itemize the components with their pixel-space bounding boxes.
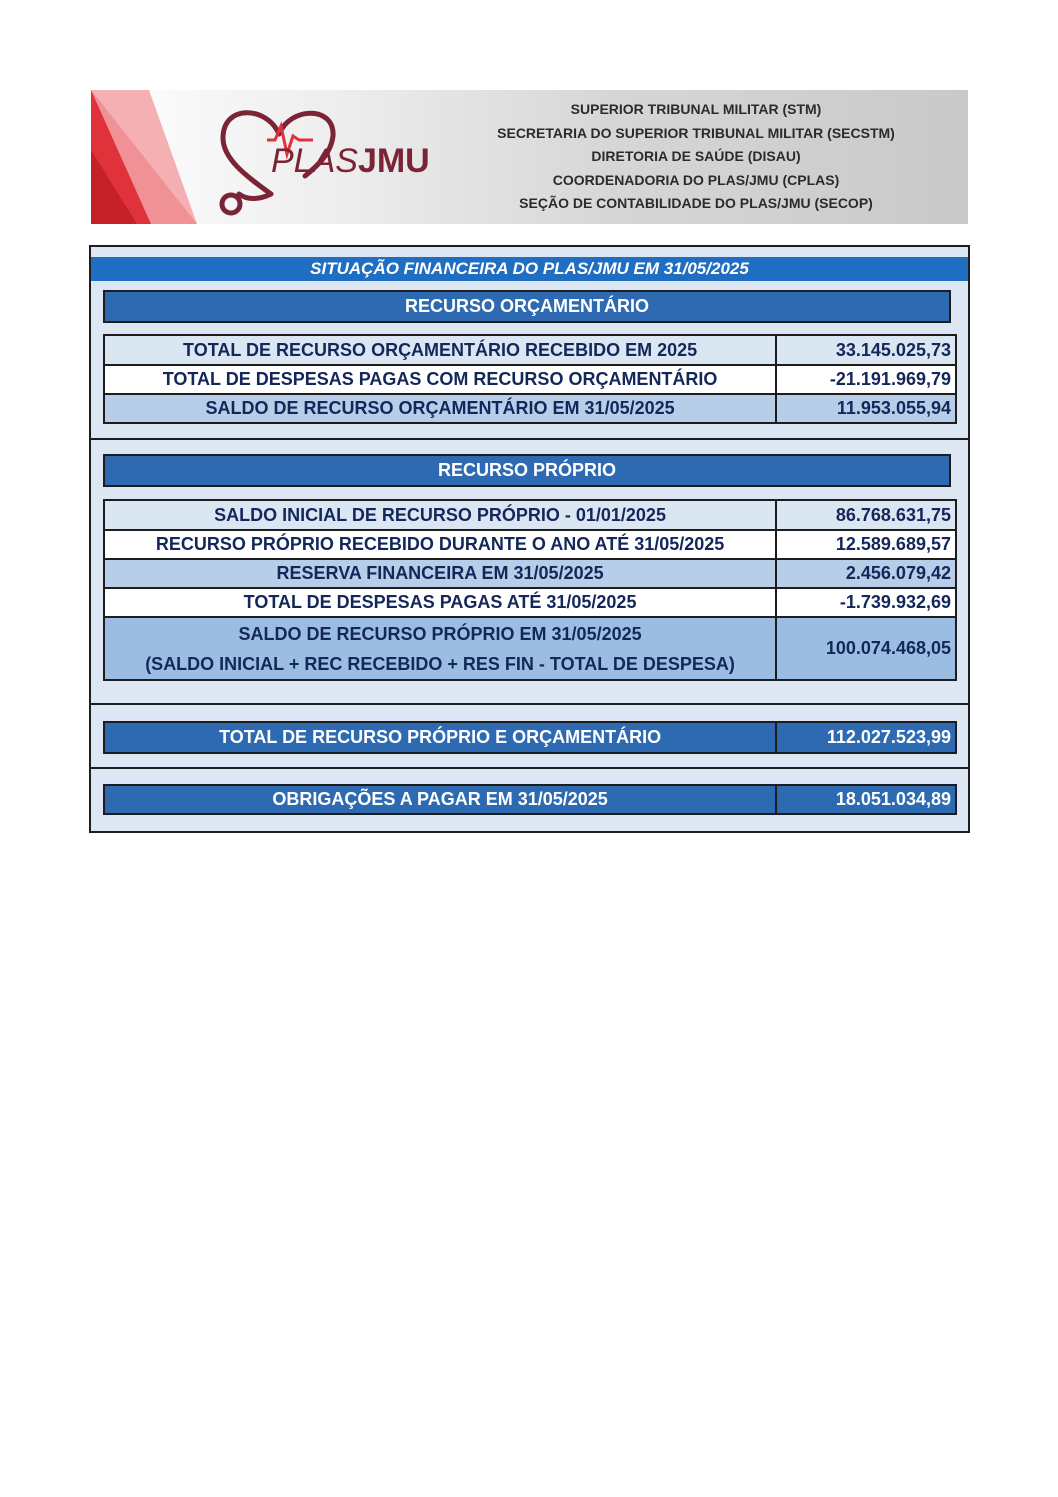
logo-text-jmu: JMU bbox=[357, 142, 430, 180]
saldo-line-1: SALDO DE RECURSO PRÓPRIO EM 31/05/2025 bbox=[238, 623, 642, 644]
org-line: SUPERIOR TRIBUNAL MILITAR (STM) bbox=[570, 101, 822, 117]
row-value: 12.589.689,57 bbox=[776, 530, 956, 559]
table-row bbox=[104, 394, 956, 423]
red-triangle-decoration bbox=[91, 90, 201, 224]
table-row bbox=[104, 500, 956, 530]
org-line: SECRETARIA DO SUPERIOR TRIBUNAL MILITAR (SECSTM) bbox=[497, 124, 895, 141]
section-divider bbox=[91, 703, 968, 705]
row-value: 112.027.523,99 bbox=[776, 722, 956, 753]
org-line: COORDENADORIA DO PLAS/JMU (CPLAS) bbox=[552, 171, 840, 188]
obrigacoes-table bbox=[103, 784, 957, 815]
row-value: 33.145.025,73 bbox=[776, 335, 956, 365]
org-line: DIRETORIA DE SAÚDE (DISAU) bbox=[591, 148, 801, 164]
section-divider bbox=[91, 438, 968, 440]
section-divider bbox=[91, 767, 968, 769]
row-value: 2.456.079,42 bbox=[776, 559, 956, 588]
row-label: OBRIGAÇÕES A PAGAR EM 31/05/2025 bbox=[104, 785, 776, 814]
table-row bbox=[104, 559, 956, 588]
row-label: TOTAL DE DESPESAS PAGAS ATÉ 31/05/2025 bbox=[104, 588, 776, 617]
financial-report bbox=[89, 245, 970, 833]
logo-text-plas: PLAS bbox=[271, 142, 358, 180]
section-heading-proprio: RECURSO PRÓPRIO bbox=[103, 454, 951, 487]
row-value: 100.074.468,05 bbox=[776, 617, 956, 680]
section-heading-orcamentario: RECURSO ORÇAMENTÁRIO bbox=[103, 290, 951, 323]
header-banner bbox=[91, 90, 968, 224]
table-row bbox=[104, 335, 956, 365]
table-row-saldo bbox=[104, 617, 956, 680]
table-row-total bbox=[104, 722, 956, 753]
row-label: TOTAL DE RECURSO PRÓPRIO E ORÇAMENTÁRIO bbox=[104, 722, 776, 753]
org-line: SEÇÃO DE CONTABILIDADE DO PLAS/JMU (SECOP) bbox=[519, 195, 873, 211]
organization-lines bbox=[431, 98, 961, 216]
row-value: -1.739.932,69 bbox=[776, 588, 956, 617]
row-label: RESERVA FINANCEIRA EM 31/05/2025 bbox=[104, 559, 776, 588]
proprio-table bbox=[103, 499, 957, 681]
row-label: TOTAL DE RECURSO ORÇAMENTÁRIO RECEBIDO EM 2025 bbox=[104, 335, 776, 365]
row-value: 18.051.034,89 bbox=[776, 785, 956, 814]
row-value: -21.191.969,79 bbox=[776, 365, 956, 394]
row-label: RECURSO PRÓPRIO RECEBIDO DURANTE O ANO ATÉ 31/05/2025 bbox=[104, 530, 776, 559]
row-label: SALDO INICIAL DE RECURSO PRÓPRIO - 01/01/2025 bbox=[104, 500, 776, 530]
report-title: SITUAÇÃO FINANCEIRA DO PLAS/JMU EM 31/05/2025 bbox=[91, 257, 968, 281]
orcamentario-table bbox=[103, 334, 957, 424]
row-value: 11.953.055,94 bbox=[776, 394, 956, 423]
saldo-line-2: (SALDO INICIAL + REC RECEBIDO + RES FIN - TOTAL DE DESPESA) bbox=[145, 653, 735, 674]
row-value: 86.768.631,75 bbox=[776, 500, 956, 530]
row-label: SALDO DE RECURSO ORÇAMENTÁRIO EM 31/05/2025 bbox=[104, 394, 776, 423]
table-row bbox=[104, 530, 956, 559]
row-label: TOTAL DE DESPESAS PAGAS COM RECURSO ORÇAMENTÁRIO bbox=[104, 365, 776, 394]
row-label bbox=[104, 617, 776, 680]
table-row-obrigacoes bbox=[104, 785, 956, 814]
table-row bbox=[104, 588, 956, 617]
table-row bbox=[104, 365, 956, 394]
plasjmu-logo-text bbox=[271, 142, 430, 181]
total-table bbox=[103, 721, 957, 754]
